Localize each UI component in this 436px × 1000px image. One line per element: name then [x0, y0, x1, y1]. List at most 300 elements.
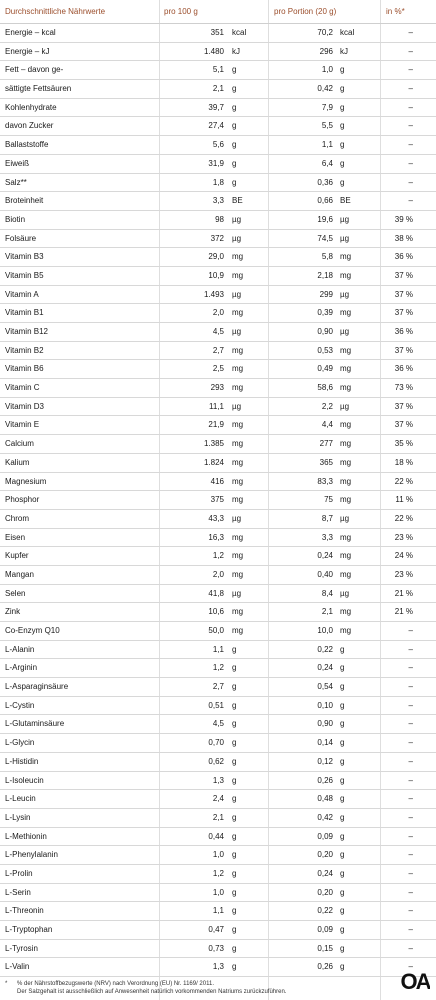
nutrient-name: Phosphor [5, 495, 40, 505]
brand-logo-text: OA [400, 969, 430, 994]
table-row [0, 585, 436, 604]
nutrient-name: Energie – kcal [5, 28, 56, 37]
nrv-percent: – [408, 177, 413, 187]
value-per-100g: 2,0 [212, 569, 224, 579]
unit-per-portion: g [340, 140, 345, 150]
value-per-portion: 10,0 [317, 626, 333, 635]
unit-per-100g: mg [232, 252, 244, 262]
value-per-100g: 375 [210, 495, 224, 505]
unit-per-100g: g [232, 831, 237, 841]
table-row [0, 304, 436, 323]
value-per-100g: 2,1 [212, 84, 224, 94]
value-per-100g: 0,44 [208, 831, 224, 841]
value-per-100g: 2,7 [212, 682, 224, 692]
unit-per-100g: mg [232, 383, 244, 393]
unit-per-100g: g [232, 868, 237, 878]
footnote-salt: Der Salzgehalt ist ausschließlich auf Anwesenheit natürlich vorkommenden Natriums zurückzuführen. [17, 989, 287, 995]
unit-per-portion: g [340, 756, 345, 766]
value-per-100g: 0,47 [208, 925, 224, 934]
nrv-percent: – [408, 644, 413, 654]
unit-per-100g: mg [232, 476, 244, 486]
value-per-100g: 0,70 [208, 738, 224, 748]
value-per-100g: 10,6 [208, 607, 224, 617]
nrv-percent: – [408, 868, 413, 878]
unit-per-100g: kJ [232, 46, 240, 56]
nutrient-name: Magnesium [5, 476, 47, 486]
value-per-100g: 293 [210, 383, 224, 393]
table-row [0, 697, 436, 716]
value-per-portion: 0,40 [317, 569, 333, 579]
table-row [0, 790, 436, 809]
table-row [0, 958, 436, 977]
value-per-portion: 1,1 [321, 140, 333, 150]
value-per-100g: 1,0 [212, 850, 224, 860]
value-per-100g: 1,2 [212, 551, 224, 561]
unit-per-100g: g [232, 158, 237, 168]
unit-per-portion: mg [340, 532, 352, 542]
value-per-100g: 31,9 [208, 158, 224, 168]
nrv-percent: 11 % [395, 495, 413, 505]
nutrient-name: Chrom [5, 513, 30, 523]
nutrient-name: L-Glycin [5, 738, 35, 748]
unit-per-100g: g [232, 756, 237, 766]
value-per-portion: 74,5 [317, 233, 333, 243]
nrv-percent: – [408, 738, 413, 748]
value-per-100g: 1,1 [212, 644, 224, 654]
unit-per-portion: g [340, 158, 345, 168]
value-per-100g: 351 [210, 28, 224, 37]
value-per-portion: 75 [324, 495, 333, 505]
table-row [0, 360, 436, 379]
value-per-portion: 0,26 [317, 775, 333, 785]
unit-per-portion: µg [340, 588, 350, 598]
unit-per-portion: g [340, 906, 345, 916]
nutrient-name: L-Lysin [5, 812, 31, 822]
unit-per-portion: µg [340, 289, 350, 299]
unit-per-100g: g [232, 102, 237, 112]
unit-per-portion: mg [340, 383, 352, 393]
table-row [0, 117, 436, 136]
value-per-portion: 0,66 [317, 196, 333, 206]
nrv-percent: – [408, 121, 413, 131]
value-per-portion: 2,2 [321, 401, 333, 411]
value-per-portion: 0,22 [317, 644, 333, 654]
value-per-100g: 43,3 [208, 513, 224, 523]
table-row [0, 323, 436, 342]
value-per-100g: 3,3 [212, 196, 224, 206]
table-row [0, 192, 436, 211]
nrv-percent: 37 % [394, 270, 413, 280]
unit-per-100g: mg [232, 439, 244, 449]
unit-per-100g: mg [232, 364, 244, 374]
nutrient-name: Eisen [5, 532, 26, 542]
value-per-portion: 0,14 [317, 738, 333, 748]
table-row [0, 884, 436, 903]
unit-per-portion: µg [340, 401, 350, 411]
nutrient-name: Fett – davon ge- [5, 65, 64, 75]
header-nrv-percent: in %* [386, 7, 405, 16]
unit-per-100g: BE [232, 196, 243, 206]
unit-per-portion: mg [340, 308, 352, 318]
value-per-100g: 4,5 [212, 327, 224, 336]
nutrient-name: L-Isoleucin [5, 775, 44, 785]
nutrient-name: Biotin [5, 214, 26, 224]
value-per-portion: 0,20 [317, 887, 333, 897]
unit-per-portion: g [340, 925, 345, 934]
value-per-portion: 0,90 [317, 719, 333, 729]
nrv-percent: – [408, 700, 413, 710]
nrv-percent: – [408, 140, 413, 150]
unit-per-100g: g [232, 925, 237, 934]
nrv-percent: – [408, 682, 413, 692]
unit-per-portion: g [340, 84, 345, 94]
value-per-100g: 21,9 [208, 420, 224, 430]
value-per-portion: 3,3 [321, 532, 333, 542]
nutrient-name: sättigte Fettsäuren [5, 84, 72, 94]
unit-per-100g: g [232, 906, 237, 916]
unit-per-100g: µg [232, 588, 242, 598]
value-per-portion: 0,24 [317, 868, 333, 878]
unit-per-portion: g [340, 850, 345, 860]
table-row [0, 80, 436, 99]
table-row [0, 230, 436, 249]
nrv-percent: 23 % [394, 569, 413, 579]
nutrient-name: Selen [5, 588, 26, 598]
value-per-portion: 4,4 [321, 420, 333, 430]
table-row [0, 416, 436, 435]
unit-per-portion: g [340, 831, 345, 841]
nrv-percent: – [408, 906, 413, 916]
value-per-100g: 2,4 [212, 794, 224, 804]
nutrient-name: davon Zucker [5, 121, 54, 131]
value-per-100g: 1,3 [212, 962, 224, 972]
unit-per-100g: mg [232, 532, 244, 542]
unit-per-100g: g [232, 794, 237, 804]
nutrient-name: L-Threonin [5, 906, 44, 916]
unit-per-portion: g [340, 644, 345, 654]
nutrient-name: L-Cystin [5, 700, 35, 710]
nrv-percent: 37 % [394, 308, 413, 318]
table-row [0, 603, 436, 622]
value-per-portion: 0,24 [317, 551, 333, 561]
value-per-100g: 1,8 [212, 177, 224, 187]
unit-per-portion: g [340, 121, 345, 131]
unit-per-portion: mg [340, 439, 352, 449]
unit-per-100g: g [232, 738, 237, 748]
value-per-100g: 16,3 [208, 532, 224, 542]
value-per-portion: 0,42 [317, 812, 333, 822]
table-row [0, 61, 436, 80]
value-per-portion: 0,09 [317, 831, 333, 841]
nutrient-name: Vitamin E [5, 420, 40, 430]
nutrient-name: Co-Enzym Q10 [5, 626, 60, 635]
table-row [0, 921, 436, 940]
unit-per-100g: µg [232, 401, 242, 411]
nutrient-name: Kupfer [5, 551, 29, 561]
unit-per-portion: µg [340, 513, 350, 523]
nutrient-name: Vitamin A [5, 289, 39, 299]
unit-per-portion: mg [340, 252, 352, 262]
unit-per-100g: g [232, 663, 237, 673]
table-row [0, 379, 436, 398]
nrv-percent: 22 % [394, 476, 413, 486]
value-per-portion: 0,53 [317, 345, 333, 355]
unit-per-100g: g [232, 887, 237, 897]
nrv-percent: – [408, 756, 413, 766]
unit-per-portion: mg [340, 345, 352, 355]
unit-per-100g: g [232, 719, 237, 729]
nrv-percent: – [408, 719, 413, 729]
value-per-portion: 0,39 [317, 308, 333, 318]
nrv-percent: 38 % [394, 233, 413, 243]
unit-per-100g: g [232, 943, 237, 953]
unit-per-portion: mg [340, 270, 352, 280]
value-per-portion: 0,24 [317, 663, 333, 673]
nutrient-name: Folsäure [5, 233, 37, 243]
value-per-portion: 299 [319, 289, 333, 299]
value-per-portion: 0,90 [317, 327, 333, 336]
unit-per-100g: g [232, 700, 237, 710]
table-row [0, 846, 436, 865]
header-per-100g: pro 100 g [164, 7, 198, 16]
unit-per-portion: mg [340, 569, 352, 579]
footnote [5, 980, 385, 996]
nrv-percent: – [408, 812, 413, 822]
unit-per-portion: mg [340, 364, 352, 374]
unit-per-portion: mg [340, 476, 352, 486]
value-per-portion: 0,09 [317, 925, 333, 934]
value-per-100g: 1,2 [212, 663, 224, 673]
unit-per-100g: g [232, 812, 237, 822]
nutrient-name: Zink [5, 607, 21, 617]
nrv-percent: 36 % [394, 252, 413, 262]
unit-per-portion: mg [340, 457, 352, 467]
table-row [0, 547, 436, 566]
nrv-percent: 36 % [394, 364, 413, 374]
unit-per-100g: g [232, 177, 237, 187]
table-row [0, 715, 436, 734]
unit-per-100g: g [232, 140, 237, 150]
unit-per-portion: kcal [340, 28, 355, 37]
table-row [0, 940, 436, 959]
unit-per-100g: mg [232, 457, 244, 467]
nutrient-name: Broteinheit [5, 196, 44, 206]
value-per-100g: 0,73 [208, 943, 224, 953]
nutrient-name: Vitamin B12 [5, 327, 48, 336]
unit-per-portion: mg [340, 495, 352, 505]
nutrient-name: Vitamin B6 [5, 364, 44, 374]
nutrient-name: Kohlenhydrate [5, 102, 57, 112]
unit-per-100g: µg [232, 513, 242, 523]
unit-per-portion: g [340, 962, 345, 972]
unit-per-portion: g [340, 812, 345, 822]
table-row [0, 43, 436, 62]
value-per-portion: 1,0 [321, 65, 333, 75]
value-per-100g: 372 [210, 233, 224, 243]
value-per-portion: 0,12 [317, 756, 333, 766]
unit-per-100g: g [232, 775, 237, 785]
nrv-percent: 37 % [394, 420, 413, 430]
nutrient-name: L-Methionin [5, 831, 47, 841]
nrv-percent: – [408, 663, 413, 673]
nrv-percent: 39 % [394, 214, 413, 224]
value-per-portion: 8,4 [321, 588, 333, 598]
unit-per-portion: mg [340, 551, 352, 561]
value-per-portion: 6,4 [321, 158, 333, 168]
unit-per-100g: g [232, 65, 237, 75]
nrv-percent: – [408, 626, 413, 635]
nutrient-name: Energie – kJ [5, 46, 50, 56]
value-per-100g: 1,1 [212, 906, 224, 916]
value-per-100g: 2,5 [212, 364, 224, 374]
unit-per-100g: µg [232, 233, 242, 243]
unit-per-100g: g [232, 644, 237, 654]
nrv-percent: – [408, 850, 413, 860]
unit-per-portion: g [340, 943, 345, 953]
nrv-percent: 21 % [394, 607, 413, 617]
value-per-100g: 5,1 [212, 65, 224, 75]
value-per-100g: 39,7 [208, 102, 224, 112]
value-per-portion: 2,18 [317, 270, 333, 280]
value-per-100g: 5,6 [212, 140, 224, 150]
nrv-percent: – [408, 775, 413, 785]
footnote-marker: * [5, 981, 8, 987]
header-nutrient: Durchschnittliche Nährwerte [5, 7, 106, 16]
brand-logo [400, 968, 430, 994]
table-row [0, 398, 436, 417]
value-per-portion: 365 [319, 457, 333, 467]
nrv-percent: – [408, 65, 413, 75]
header-per-portion: pro Portion (20 g) [274, 7, 337, 16]
table-row [0, 510, 436, 529]
nutrient-name: Eiweiß [5, 158, 30, 168]
unit-per-100g: mg [232, 270, 244, 280]
nrv-percent: – [408, 943, 413, 953]
table-row [0, 828, 436, 847]
value-per-portion: 19,6 [317, 214, 333, 224]
unit-per-portion: kJ [340, 46, 348, 56]
nutrient-name: Vitamin B5 [5, 270, 44, 280]
unit-per-portion: µg [340, 327, 350, 336]
nrv-percent: – [408, 158, 413, 168]
value-per-100g: 11,1 [209, 401, 224, 411]
unit-per-portion: mg [340, 626, 352, 635]
table-row [0, 772, 436, 791]
nutrient-name: Vitamin B2 [5, 345, 44, 355]
unit-per-portion: g [340, 738, 345, 748]
table-header-row [0, 0, 436, 24]
table-row [0, 286, 436, 305]
value-per-100g: 27,4 [208, 121, 224, 131]
unit-per-100g: mg [232, 626, 244, 635]
value-per-portion: 2,1 [321, 607, 333, 617]
value-per-portion: 277 [319, 439, 333, 449]
value-per-portion: 5,5 [321, 121, 333, 131]
unit-per-portion: g [340, 719, 345, 729]
value-per-100g: 1,0 [212, 887, 224, 897]
unit-per-portion: g [340, 177, 345, 187]
unit-per-100g: mg [232, 607, 244, 617]
value-per-portion: 58,6 [317, 383, 333, 393]
table-row [0, 136, 436, 155]
unit-per-portion: µg [340, 233, 350, 243]
value-per-portion: 0,26 [317, 962, 333, 972]
nutrient-name: Vitamin B3 [5, 252, 44, 262]
value-per-100g: 2,0 [212, 308, 224, 318]
table-row [0, 174, 436, 193]
unit-per-100g: g [232, 962, 237, 972]
unit-per-100g: g [232, 850, 237, 860]
value-per-portion: 70,2 [317, 28, 333, 37]
value-per-portion: 0,15 [317, 943, 333, 953]
unit-per-portion: BE [340, 196, 351, 206]
unit-per-portion: mg [340, 420, 352, 430]
nrv-percent: 23 % [394, 532, 413, 542]
nutrient-name: L-Tryptophan [5, 925, 53, 934]
table-row [0, 267, 436, 286]
nrv-percent: – [408, 28, 413, 37]
table-row [0, 491, 436, 510]
table-row [0, 678, 436, 697]
unit-per-portion: g [340, 868, 345, 878]
nutrient-name: Vitamin C [5, 383, 40, 393]
unit-per-100g: g [232, 121, 237, 131]
footnote-nrv: % der Nährstoffbezugswerte (NRV) nach Verordnung (EU) Nr. 1169/ 2011. [17, 981, 214, 987]
unit-per-100g: mg [232, 569, 244, 579]
nutrient-name: L-Tyrosin [5, 943, 38, 953]
table-row [0, 734, 436, 753]
nutrient-name: L-Arginin [5, 663, 38, 673]
nutrient-name: L-Glutaminsäure [5, 719, 65, 729]
value-per-100g: 1.480 [203, 46, 224, 56]
nrv-percent: – [408, 962, 413, 972]
nrv-percent: – [408, 831, 413, 841]
nutrient-name: L-Prolin [5, 868, 33, 878]
unit-per-100g: µg [232, 289, 242, 299]
value-per-100g: 1,3 [212, 775, 224, 785]
value-per-portion: 0,54 [317, 682, 333, 692]
table-row [0, 342, 436, 361]
table-row [0, 24, 436, 43]
table-row [0, 641, 436, 660]
nrv-percent: 21 % [394, 588, 413, 598]
value-per-100g: 0,51 [208, 700, 224, 710]
nrv-percent: – [408, 925, 413, 934]
value-per-100g: 10,9 [208, 270, 224, 280]
nutrient-name: Mangan [5, 569, 34, 579]
unit-per-100g: mg [232, 308, 244, 318]
value-per-portion: 0,22 [317, 906, 333, 916]
nutrient-name: L-Alanin [5, 644, 35, 654]
unit-per-100g: kcal [232, 28, 247, 37]
value-per-100g: 1.824 [203, 457, 224, 467]
unit-per-100g: µg [232, 214, 242, 224]
nrv-percent: – [408, 794, 413, 804]
nutrient-name: L-Valin [5, 962, 30, 972]
value-per-100g: 416 [210, 476, 224, 486]
nrv-percent: – [408, 84, 413, 94]
table-row [0, 248, 436, 267]
table-row [0, 865, 436, 884]
table-row [0, 99, 436, 118]
value-per-portion: 83,3 [317, 476, 333, 486]
unit-per-100g: mg [232, 345, 244, 355]
unit-per-portion: g [340, 102, 345, 112]
value-per-portion: 0,48 [317, 794, 333, 804]
table-row [0, 902, 436, 921]
value-per-100g: 1.385 [203, 439, 224, 449]
value-per-100g: 1.493 [203, 289, 224, 299]
